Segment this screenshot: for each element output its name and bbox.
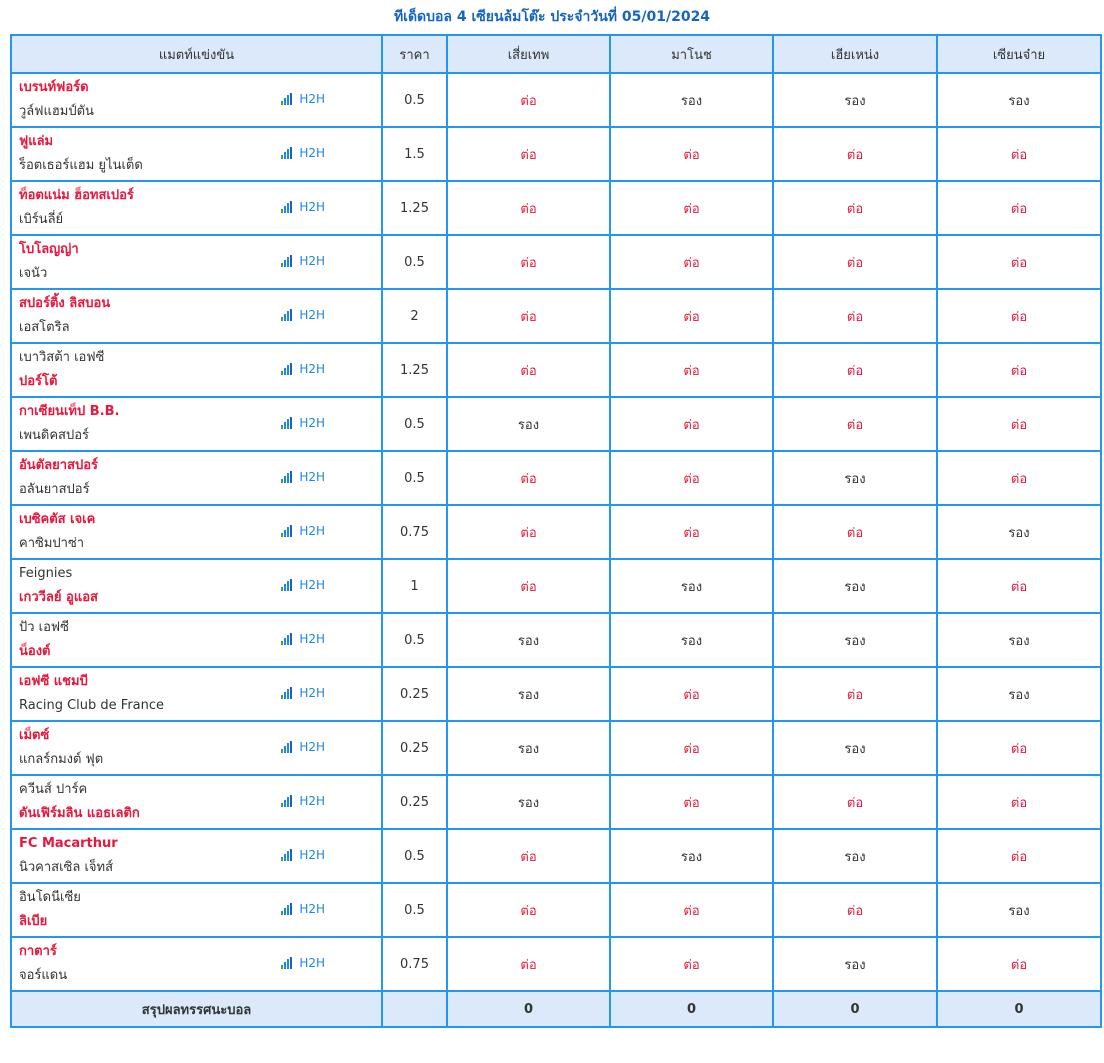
pick-cell <box>937 73 1101 127</box>
home-team[interactable]: Feignies <box>19 566 73 581</box>
price-cell: 0.25 <box>382 667 447 721</box>
match-cell <box>11 289 382 343</box>
h2h-label: H2H <box>299 902 325 916</box>
header-row <box>11 35 1101 73</box>
stats-chart-icon <box>281 363 296 375</box>
pick-value: รอง <box>1008 633 1030 649</box>
summary-label: สรุปผลทรรศนะบอล <box>11 991 382 1027</box>
pick-value: รอง <box>517 417 540 433</box>
pick-cell <box>610 343 773 397</box>
pick-cell <box>447 235 610 289</box>
pick-value: ต่อ <box>846 363 864 379</box>
pick-value: รอง <box>517 687 540 703</box>
pick-value: ต่อ <box>846 903 864 919</box>
pick-value: ต่อ <box>683 417 700 433</box>
h2h-link[interactable] <box>281 740 325 754</box>
pick-value: รอง <box>680 579 703 595</box>
h2h-label: H2H <box>299 848 325 862</box>
stats-chart-icon <box>281 525 296 537</box>
home-team[interactable]: โบโลญญ่า <box>19 242 79 257</box>
pick-value: ต่อ <box>520 471 537 487</box>
table-row <box>11 181 1101 235</box>
pick-value: ต่อ <box>1010 849 1028 865</box>
home-team[interactable]: อินโดนีเซีย <box>19 890 81 905</box>
pick-value: ต่อ <box>846 687 864 703</box>
h2h-label: H2H <box>299 524 325 538</box>
pick-value: รอง <box>680 633 703 649</box>
h2h-label: H2H <box>299 146 325 160</box>
pick-value: ต่อ <box>520 525 537 541</box>
summary-score: 0 <box>937 991 1101 1027</box>
pick-value: ต่อ <box>683 957 700 973</box>
away-team[interactable]: เอสโตริล <box>19 320 70 335</box>
table-row <box>11 127 1101 181</box>
away-team[interactable]: ร็อตเธอร์แฮม ยูไนเต็ด <box>19 158 143 173</box>
stats-chart-icon <box>281 687 296 699</box>
pick-value: รอง <box>1008 687 1030 703</box>
h2h-label: H2H <box>299 416 325 430</box>
pick-value: ต่อ <box>1010 147 1028 163</box>
pick-cell <box>610 127 773 181</box>
pick-cell <box>447 559 610 613</box>
header-tipster-2: มาโนช <box>610 35 773 73</box>
h2h-label: H2H <box>299 632 325 646</box>
pick-value: ต่อ <box>846 417 864 433</box>
pick-cell <box>773 343 937 397</box>
stats-chart-icon <box>281 93 296 105</box>
pick-cell <box>447 613 610 667</box>
table-row <box>11 667 1101 721</box>
pick-cell <box>773 721 937 775</box>
pick-cell <box>447 883 610 937</box>
h2h-label: H2H <box>299 362 325 376</box>
price-cell: 2 <box>382 289 447 343</box>
match-cell <box>11 451 382 505</box>
stats-chart-icon <box>281 741 296 753</box>
pick-value: รอง <box>844 849 866 865</box>
pick-cell <box>773 667 937 721</box>
pick-cell <box>773 775 937 829</box>
home-team[interactable]: อันตัลยาสปอร์ <box>19 458 98 473</box>
pick-value: ต่อ <box>520 201 537 217</box>
stats-chart-icon <box>281 903 296 915</box>
home-team[interactable]: กาตาร์ <box>19 944 57 959</box>
pick-cell <box>937 181 1101 235</box>
pick-cell <box>447 667 610 721</box>
summary-score: 0 <box>447 991 610 1027</box>
pick-value: รอง <box>1008 93 1030 109</box>
home-team[interactable]: เบซิคตัส เจเค <box>19 512 96 527</box>
away-team[interactable]: ดันเฟิร์มลิน แอธเลติก <box>19 806 140 821</box>
pick-cell <box>610 181 773 235</box>
pick-cell <box>610 829 773 883</box>
home-team[interactable]: ฟูแล่ม <box>19 134 54 149</box>
away-team[interactable]: อลันยาสปอร์ <box>19 482 90 497</box>
pick-cell <box>447 73 610 127</box>
pick-value: ต่อ <box>520 849 537 865</box>
pick-cell <box>447 937 610 991</box>
home-team[interactable]: ท็อตแน่ม ฮ็อทสเปอร์ <box>19 188 134 203</box>
stats-chart-icon <box>281 147 296 159</box>
table-row <box>11 559 1101 613</box>
table-row <box>11 613 1101 667</box>
pick-cell <box>447 721 610 775</box>
home-team[interactable]: เอฟซี แชมบี <box>19 674 88 689</box>
pick-cell <box>447 775 610 829</box>
h2h-link[interactable] <box>281 578 325 592</box>
price-cell: 0.75 <box>382 937 447 991</box>
pick-cell <box>937 883 1101 937</box>
away-team[interactable]: นิวคาสเซิล เจ็ทส์ <box>19 860 114 875</box>
pick-cell <box>937 829 1101 883</box>
stats-chart-icon <box>281 579 296 591</box>
h2h-label: H2H <box>299 578 325 592</box>
price-cell: 0.5 <box>382 883 447 937</box>
pick-cell <box>773 937 937 991</box>
table-row <box>11 505 1101 559</box>
pick-cell <box>773 505 937 559</box>
pick-cell <box>937 451 1101 505</box>
pick-value: รอง <box>1008 903 1030 919</box>
header-tipster-4: เซียนจ๋าย <box>937 35 1101 73</box>
away-team[interactable]: เพนดิคสปอร์ <box>19 428 90 443</box>
pick-cell <box>773 829 937 883</box>
match-cell <box>11 343 382 397</box>
h2h-link[interactable] <box>281 146 325 160</box>
away-team[interactable]: ปอร์โต้ <box>19 374 58 389</box>
h2h-link[interactable] <box>281 902 325 916</box>
match-cell <box>11 397 382 451</box>
match-cell <box>11 883 382 937</box>
pick-value: ต่อ <box>520 579 537 595</box>
pick-cell <box>773 451 937 505</box>
pick-cell <box>937 775 1101 829</box>
h2h-link[interactable] <box>281 686 325 700</box>
pick-value: ต่อ <box>683 525 700 541</box>
home-team[interactable]: เม็ตซ์ <box>19 728 50 743</box>
pick-cell <box>937 343 1101 397</box>
pick-cell <box>773 883 937 937</box>
away-team[interactable]: แกลร์กมงต์ ฟุต <box>19 752 104 767</box>
pick-value: รอง <box>844 741 866 757</box>
header-match: แมตท์แข่งขัน <box>11 35 382 73</box>
pick-cell <box>610 613 773 667</box>
pick-value: ต่อ <box>1010 417 1028 433</box>
pick-value: รอง <box>680 849 703 865</box>
pick-value: ต่อ <box>846 309 864 325</box>
pick-cell <box>610 667 773 721</box>
pick-value: ต่อ <box>683 471 700 487</box>
table-row <box>11 775 1101 829</box>
price-cell: 0.5 <box>382 235 447 289</box>
pick-value: ต่อ <box>683 147 700 163</box>
table-row <box>11 721 1101 775</box>
match-cell <box>11 613 382 667</box>
match-cell <box>11 937 382 991</box>
pick-value: ต่อ <box>683 795 700 811</box>
pick-value: รอง <box>680 93 703 109</box>
pick-cell <box>773 289 937 343</box>
match-cell <box>11 667 382 721</box>
pick-cell <box>610 721 773 775</box>
pick-value: รอง <box>1008 525 1030 541</box>
pick-cell <box>937 937 1101 991</box>
pick-value: รอง <box>844 471 866 487</box>
pick-cell <box>937 127 1101 181</box>
pick-value: ต่อ <box>1010 741 1028 757</box>
match-cell <box>11 181 382 235</box>
pick-value: ต่อ <box>520 147 537 163</box>
price-cell: 1 <box>382 559 447 613</box>
h2h-link[interactable] <box>281 632 325 646</box>
summary-score: 0 <box>610 991 773 1027</box>
stats-chart-icon <box>281 849 296 861</box>
pick-value: ต่อ <box>683 201 700 217</box>
pick-value: รอง <box>517 633 540 649</box>
table-row <box>11 289 1101 343</box>
stats-chart-icon <box>281 255 296 267</box>
pick-cell <box>447 829 610 883</box>
h2h-label: H2H <box>299 794 325 808</box>
home-team[interactable]: FC Macarthur <box>19 836 118 851</box>
h2h-label: H2H <box>299 686 325 700</box>
pick-cell <box>610 937 773 991</box>
match-cell <box>11 127 382 181</box>
price-cell: 0.5 <box>382 397 447 451</box>
summary-score: 0 <box>773 991 937 1027</box>
match-cell <box>11 235 382 289</box>
pick-cell <box>937 505 1101 559</box>
pick-cell <box>447 397 610 451</box>
pick-cell <box>447 127 610 181</box>
pick-cell <box>447 451 610 505</box>
price-cell: 1.25 <box>382 343 447 397</box>
match-cell <box>11 559 382 613</box>
price-cell: 0.5 <box>382 613 447 667</box>
pick-value: รอง <box>517 741 540 757</box>
table-row <box>11 451 1101 505</box>
pick-value: ต่อ <box>1010 579 1028 595</box>
pick-value: รอง <box>517 795 540 811</box>
pick-cell <box>447 505 610 559</box>
h2h-link[interactable] <box>281 254 325 268</box>
pick-cell <box>937 397 1101 451</box>
h2h-link[interactable] <box>281 794 325 808</box>
pick-cell <box>773 73 937 127</box>
stats-chart-icon <box>281 417 296 429</box>
stats-chart-icon <box>281 471 296 483</box>
away-team[interactable]: เบิร์นลี่ย์ <box>19 212 64 227</box>
h2h-link[interactable] <box>281 524 325 538</box>
pick-value: ต่อ <box>683 309 700 325</box>
pick-cell <box>610 505 773 559</box>
away-team[interactable]: Racing Club de France <box>19 698 165 713</box>
pick-cell <box>773 613 937 667</box>
pick-value: ต่อ <box>520 93 537 109</box>
home-team[interactable]: สปอร์ติ้ง ลิสบอน <box>19 296 111 311</box>
pick-cell <box>773 397 937 451</box>
pick-cell <box>937 289 1101 343</box>
home-team[interactable]: เบาวิสต้า เอฟซี <box>19 350 105 365</box>
pick-value: ต่อ <box>520 309 537 325</box>
pick-cell <box>773 127 937 181</box>
pick-value: ต่อ <box>846 795 864 811</box>
h2h-link[interactable] <box>281 200 325 214</box>
table-row <box>11 883 1101 937</box>
pick-value: รอง <box>844 579 866 595</box>
h2h-link[interactable] <box>281 470 325 484</box>
pick-value: รอง <box>844 633 866 649</box>
table-row <box>11 343 1101 397</box>
price-cell: 0.5 <box>382 451 447 505</box>
summary-price <box>382 991 447 1027</box>
match-cell <box>11 829 382 883</box>
pick-cell <box>937 667 1101 721</box>
match-cell <box>11 721 382 775</box>
pick-cell <box>610 451 773 505</box>
pick-value: ต่อ <box>683 687 700 703</box>
price-cell: 0.75 <box>382 505 447 559</box>
pick-value: ต่อ <box>520 903 537 919</box>
pick-cell <box>610 559 773 613</box>
home-team[interactable]: ปัว เอฟซี <box>19 620 69 635</box>
price-cell: 0.25 <box>382 775 447 829</box>
pick-cell <box>610 235 773 289</box>
h2h-link[interactable] <box>281 956 325 970</box>
pick-value: ต่อ <box>1010 201 1028 217</box>
pick-value: ต่อ <box>1010 957 1028 973</box>
pick-value: ต่อ <box>683 363 700 379</box>
h2h-link[interactable] <box>281 848 325 862</box>
pick-value: ต่อ <box>1010 363 1028 379</box>
away-team[interactable]: คาซิมปาซ่า <box>19 536 85 551</box>
h2h-link[interactable] <box>281 92 325 106</box>
summary-row <box>11 991 1101 1027</box>
pick-value: ต่อ <box>683 903 700 919</box>
stats-chart-icon <box>281 309 296 321</box>
header-price: ราคา <box>382 35 447 73</box>
away-team[interactable]: น็องต์ <box>19 644 51 659</box>
h2h-label: H2H <box>299 308 325 322</box>
away-team[interactable]: วูล์ฟแฮมป์ตัน <box>19 104 94 119</box>
pick-cell <box>447 343 610 397</box>
price-cell: 0.25 <box>382 721 447 775</box>
pick-cell <box>937 235 1101 289</box>
page-title: ทีเด็ดบอล 4 เซียนล้มโต๊ะ ประจำวันที่ 05/01/2024 <box>393 9 711 25</box>
pick-cell <box>447 181 610 235</box>
price-cell: 0.5 <box>382 829 447 883</box>
match-cell <box>11 73 382 127</box>
h2h-label: H2H <box>299 956 325 970</box>
h2h-label: H2H <box>299 92 325 106</box>
pick-value: ต่อ <box>846 525 864 541</box>
pick-value: ต่อ <box>520 957 537 973</box>
h2h-label: H2H <box>299 200 325 214</box>
stats-chart-icon <box>281 201 296 213</box>
pick-value: ต่อ <box>1010 795 1028 811</box>
match-cell <box>11 775 382 829</box>
table-row <box>11 73 1101 127</box>
pick-cell <box>937 559 1101 613</box>
home-team[interactable]: ควีนส์ ปาร์ค <box>19 782 88 797</box>
away-team[interactable]: เกววีลย์ อูแอส <box>19 590 98 605</box>
pick-cell <box>937 613 1101 667</box>
stats-chart-icon <box>281 795 296 807</box>
pick-cell <box>447 289 610 343</box>
stats-chart-icon <box>281 957 296 969</box>
pick-cell <box>610 73 773 127</box>
pick-value: ต่อ <box>846 147 864 163</box>
pick-cell <box>610 775 773 829</box>
pick-value: ต่อ <box>846 201 864 217</box>
h2h-label: H2H <box>299 254 325 268</box>
pick-cell <box>610 883 773 937</box>
price-cell: 1.25 <box>382 181 447 235</box>
away-team[interactable]: จอร์แดน <box>19 968 68 983</box>
pick-value: ต่อ <box>1010 255 1028 271</box>
home-team[interactable]: เบรนท์ฟอร์ด <box>19 80 89 95</box>
header-tipster-1: เสี่ยเทพ <box>447 35 610 73</box>
pick-cell <box>773 181 937 235</box>
table-row <box>11 829 1101 883</box>
tips-table <box>10 34 1102 1028</box>
pick-value: ต่อ <box>520 363 537 379</box>
h2h-link[interactable] <box>281 416 325 430</box>
pick-value: รอง <box>844 957 866 973</box>
pick-value: ต่อ <box>1010 309 1028 325</box>
h2h-link[interactable] <box>281 362 325 376</box>
pick-cell <box>937 721 1101 775</box>
h2h-link[interactable] <box>281 308 325 322</box>
pick-cell <box>773 559 937 613</box>
pick-value: รอง <box>844 93 866 109</box>
price-cell: 1.5 <box>382 127 447 181</box>
pick-value: ต่อ <box>846 255 864 271</box>
pick-cell <box>610 289 773 343</box>
pick-value: ต่อ <box>683 255 700 271</box>
home-team[interactable]: กาเซียนเท็ป B.B. <box>19 404 120 419</box>
pick-value: ต่อ <box>683 741 700 757</box>
pick-cell <box>773 235 937 289</box>
pick-cell <box>610 397 773 451</box>
pick-value: ต่อ <box>520 255 537 271</box>
table-row <box>11 397 1101 451</box>
table-row <box>11 235 1101 289</box>
h2h-label: H2H <box>299 740 325 754</box>
h2h-label: H2H <box>299 470 325 484</box>
away-team[interactable]: เจนัว <box>19 266 48 281</box>
away-team[interactable]: ลิเบีย <box>19 914 48 929</box>
match-cell <box>11 505 382 559</box>
price-cell: 0.5 <box>382 73 447 127</box>
stats-chart-icon <box>281 633 296 645</box>
header-tipster-3: เฮียเหน่ง <box>773 35 937 73</box>
table-row <box>11 937 1101 991</box>
pick-value: ต่อ <box>1010 471 1028 487</box>
